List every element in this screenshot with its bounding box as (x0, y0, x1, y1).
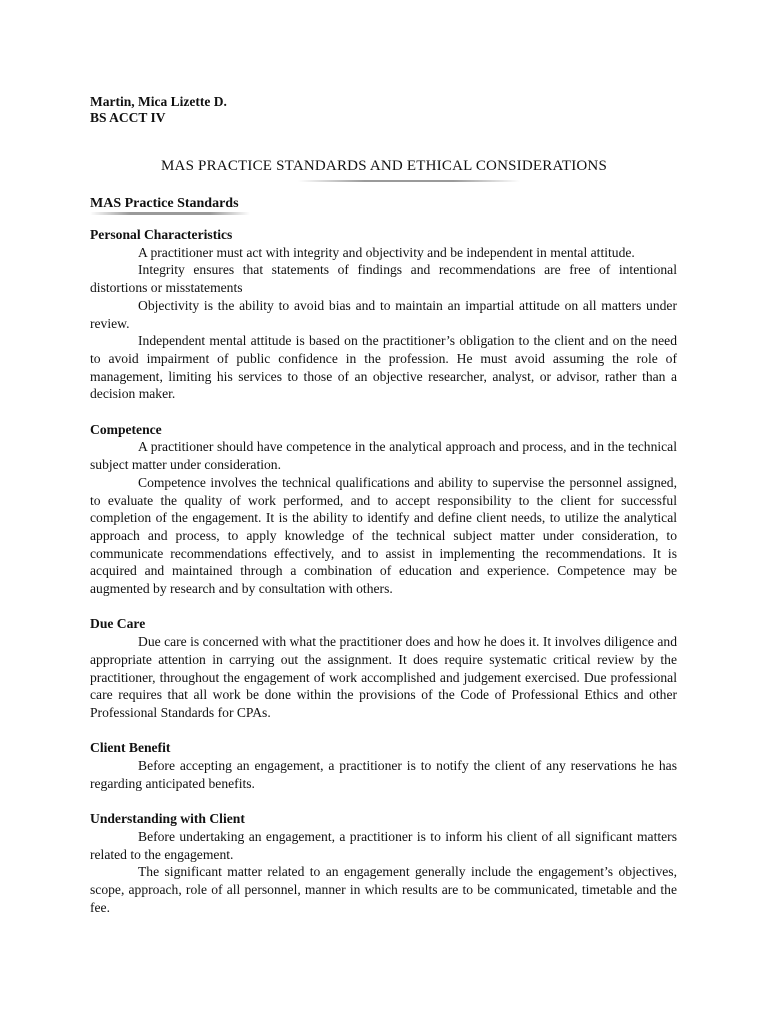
heading-competence: Competence (90, 421, 162, 437)
paragraph: The significant matter related to an engagement generally include the engagement’s objectives, scope, approach, role of all personnel, manner in which results are to be communicated, timetable and the fee. (90, 864, 677, 915)
heading-due-care: Due Care (90, 616, 146, 632)
paragraph: Objectivity is the ability to avoid bias and to maintain an impartial attitude on all matters under review. (90, 297, 677, 331)
paragraph: Due care is concerned with what the practitioner does and how he does it. It involves diligence and appropriate attention in carrying out the assignment. It does require systematic critical review by the practitioner, throughout the engagement of work accomplished and judgement exercised. Due professional care requires that all work be done within the provisions of the Code of Professional Ethics and other Professional Standards for CPAs. (90, 634, 677, 720)
title-underline (298, 180, 520, 182)
paragraph: Before undertaking an engagement, a practitioner is to inform his client of all significant matters related to the engagement. (90, 828, 677, 862)
paragraph: Competence involves the technical qualifications and ability to supervise the personnel assigned, to evaluate the quality of work performed, and to accept responsibility to the client for successful completion of the engagement. It is the ability to identify and define client needs, to utilize the analytical approach and process, to apply knowledge of the technical subject matter under consideration, to communicate recommendations effectively, and to assist in implementing the recommendations. It is acquired and maintained through a combination of education and experience. Competence may be augmented by research and by consultation with others. (90, 474, 677, 597)
heading-personal-characteristics: Personal Characteristics (90, 227, 233, 242)
paragraph: Independent mental attitude is based on the practitioner’s obligation to the client and on the need to avoid impairment of public confidence in the profession. He must avoid assuming the role of management, limiting his services to those of an objective researcher, analyst, or advisor, rather than a decision maker. (90, 333, 677, 402)
document-title: MAS PRACTICE STANDARDS AND ETHICAL CONSIDERATIONS (161, 158, 607, 174)
spacer (90, 792, 677, 810)
spacer (90, 598, 677, 616)
section-underline (90, 212, 250, 215)
paragraph: A practitioner should have competence in the analytical approach and process, and in the technical subject matter under consideration. (90, 439, 677, 473)
spacer (90, 722, 677, 740)
document-body (90, 226, 677, 916)
paragraph: Before accepting an engagement, a practitioner is to notify the client of any reservations he has regarding anticipated benefits. (90, 758, 677, 791)
author-block (90, 94, 227, 126)
heading-client-benefit: Client Benefit (90, 740, 171, 756)
paragraph: Integrity ensures that statements of findings and recommendations are free of intentional distortions or misstatements (90, 262, 677, 296)
author-course: BS ACCT IV (90, 110, 166, 125)
spacer (90, 403, 677, 421)
paragraph: A practitioner must act with integrity and objectivity and be independent in mental attitude. (138, 244, 635, 260)
author-name: Martin, Mica Lizette D. (90, 94, 227, 109)
section-title: MAS Practice Standards (90, 196, 239, 211)
heading-understanding-with-client: Understanding with Client (90, 811, 245, 827)
